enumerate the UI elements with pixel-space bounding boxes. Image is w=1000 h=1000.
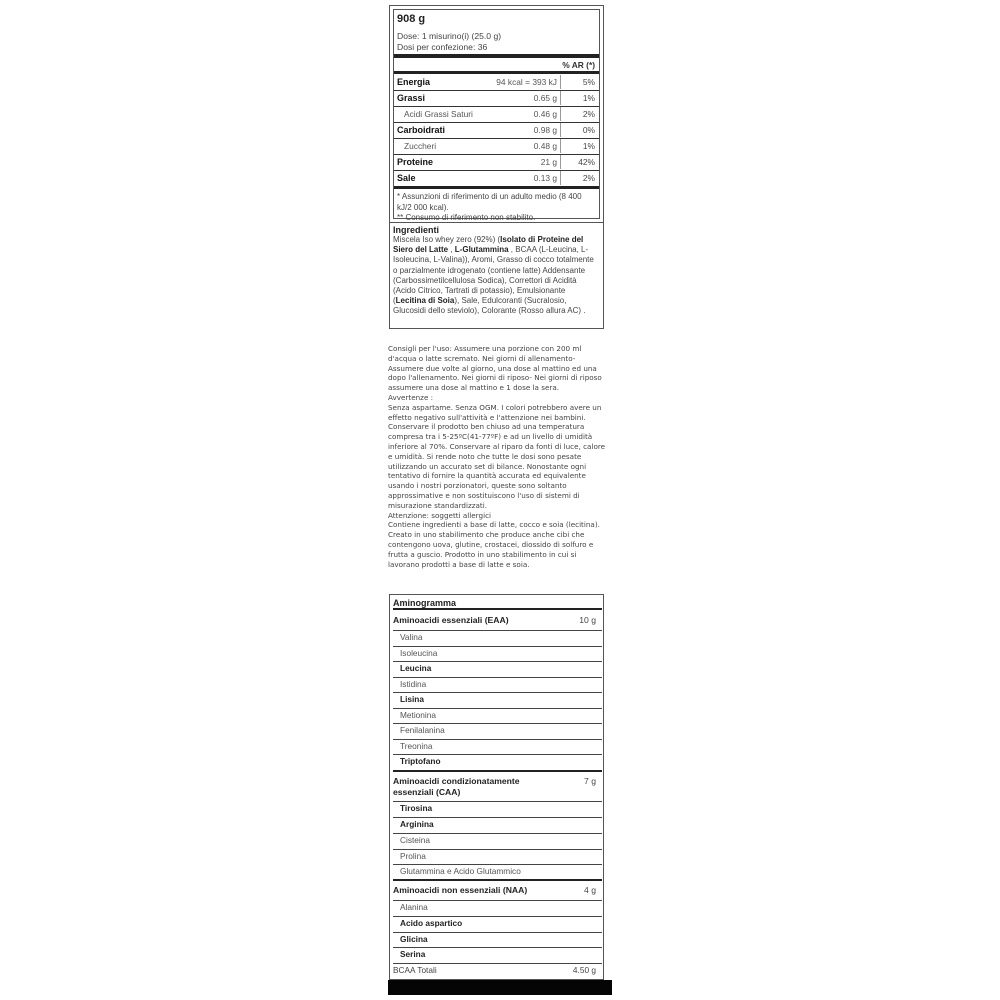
ar-header: % AR (*) (562, 60, 595, 70)
amino-item: Acido aspartico (400, 918, 463, 928)
amino-group-value: 4 g (584, 885, 596, 895)
bcaa-total-row (393, 963, 602, 977)
nutrient-percent: 42% (578, 157, 595, 167)
nutrient-percent: 5% (582, 77, 595, 87)
ingredients-text (393, 235, 600, 317)
nutrient-label: Energia (397, 77, 431, 87)
amino-group-naa (393, 885, 602, 896)
amino-group-caa (393, 776, 553, 798)
nutrient-amount: 21 g (540, 157, 557, 167)
amino-item: Valina (400, 632, 423, 642)
column-separator (560, 91, 561, 105)
nutrition-row (394, 90, 599, 106)
reference-consumption-footnote: ** Consumo di riferimento non stabilito. (397, 213, 536, 222)
nutrient-percent: 0% (582, 125, 595, 135)
nutrient-label: Carboidrati (397, 125, 446, 135)
nutrient-amount: 0.48 g (533, 141, 557, 151)
nutrient-label: Sale (397, 173, 416, 183)
nutrition-inner-frame (393, 9, 600, 222)
allergen-soy-lecithin: Lecitina di Soia (395, 296, 455, 306)
nutrient-amount: 0.13 g (533, 173, 557, 183)
amino-group-eaa (393, 615, 602, 626)
nutrient-percent: 1% (582, 141, 595, 151)
column-separator (560, 123, 561, 137)
nutrition-facts-panel (389, 5, 604, 223)
amino-item: Isoleucina (400, 648, 438, 658)
amino-group-label: Aminoacidi non essenziali (NAA) (393, 885, 528, 895)
nutrition-row (394, 74, 599, 90)
allergy-heading: Attenzione: soggetti allergici (388, 510, 492, 520)
amino-item: Triptofano (400, 756, 441, 766)
amino-group-value: 7 g (584, 776, 596, 786)
amino-group-label: Aminoacidi essenziali (EAA) (393, 615, 509, 625)
amino-item: Serina (400, 949, 426, 959)
divider-thick (393, 770, 602, 772)
ingredient-glutamine: L-Glutammina (454, 245, 509, 255)
aminogram-panel (389, 594, 604, 980)
amino-item: Lisina (400, 694, 424, 704)
serving-dose: Dose: 1 misurino(i) (25.0 g) (397, 31, 502, 41)
nutrition-row (394, 106, 599, 122)
ingredients-segment: , (448, 245, 455, 255)
nutrient-label: Acidi Grassi Saturi (404, 109, 473, 119)
nutrient-label: Grassi (397, 93, 426, 103)
nutrient-percent: 1% (582, 93, 595, 103)
nutrition-row (394, 122, 599, 138)
aminogram-title: Aminogramma (393, 598, 457, 608)
ingredients-segment: , BCAA (L-Leucina, L-Isoleucina, L-Valina)), Aromi, Grasso di cocco totalmente o parzialmente idrogenato (contiene latte) Addensante (Carbossimetilcellulosa Sodica), Correttori di Acidità (Acido Citrico, Tartrati di potassio), Emulsionante ( (393, 245, 594, 306)
allergy-text: Contiene ingredienti a base di latte, cocco e soia (lecitina). Creato in uno stabilimento che produce anche cibi che contengono uova, glutine, crostacei, diossido di solfuro e frutta a guscio. Prodotto in uno stabilimento in cui si lavorano prodotti a base di latte e soia. (388, 520, 600, 569)
nutrition-row (394, 154, 599, 170)
nutrition-row (394, 170, 599, 186)
divider-thick (394, 54, 599, 58)
net-weight: 908 g (397, 13, 426, 25)
column-separator (560, 155, 561, 169)
allergen-milk-protein: Isolato di Proteine del Siero del Latte (393, 235, 584, 255)
amino-group-label: Aminoacidi condizionatamente essenziali (CAA) (393, 776, 520, 797)
nutrient-percent: 2% (582, 173, 595, 183)
nutrition-row (394, 138, 599, 154)
usage-advice: Consigli per l'uso: Assumere una porzione con 200 ml d'acqua o latte scremato. Nei giorni di allenamento- Assumere due volte al giorno, una dose al mattino ed una dopo l'allenamento. Nei giorni di riposo- Nei giorni di riposo assumere una dose al mattino e 1 dose la sera. (388, 344, 602, 393)
bcaa-total-value: 4.50 g (572, 965, 596, 975)
amino-item: Fenilalanina (400, 725, 445, 735)
amino-item: Leucina (400, 663, 432, 673)
bottom-black-bar (388, 980, 612, 995)
warnings-heading: Avvertenze : (388, 392, 434, 402)
amino-item: Prolina (400, 851, 426, 861)
amino-item: Alanina (400, 902, 428, 912)
bcaa-total-label: BCAA Totali (393, 965, 437, 975)
nutrient-label: Zuccheri (404, 141, 437, 151)
column-separator (560, 139, 561, 153)
usage-instructions (388, 344, 608, 569)
nutrient-amount: 0.65 g (533, 93, 557, 103)
divider-thick (393, 608, 602, 610)
amino-item: Tirosina (400, 803, 433, 813)
amino-group-value: 10 g (579, 615, 596, 625)
amino-item: Glicina (400, 934, 428, 944)
amino-item: Cisteina (400, 835, 430, 845)
divider-thick (394, 186, 599, 189)
reference-intake-footnote: * Assunzioni di riferimento di un adulto medio (8 400 kJ/2 000 kcal). (397, 192, 582, 212)
nutrient-label: Proteine (397, 157, 434, 167)
ingredients-segment: Miscela Iso whey zero (92%) ( (393, 235, 501, 244)
warnings-text: Senza aspartame. Senza OGM. I colori potrebbero avere un effetto negativo sull'attività e l'attenzione nei bambini. Conservare il prodotto ben chiuso ad una temperatura compresa tra i 5-25ºC(41-77ºF) e ad un livello di umidità inferiore al 70%. Conservare al riparo da fonti di luce, calore e umidità. Si rende noto che tutte le dosi sono pesate utilizzando un accurato set di bilance. Nonostante ogni tentativo di fornire la quantità accurata ed equivalente usando i nostri porzionatori, queste sono soltanto approssimative e non sostituiscono l'uso di sistemi di misurazione standardizzati. (388, 402, 606, 510)
column-separator (560, 107, 561, 121)
nutrient-amount: 0.46 g (533, 109, 557, 119)
amino-item: Metionina (400, 710, 436, 720)
column-separator (560, 75, 561, 89)
nutrient-percent: 2% (582, 109, 595, 119)
divider-thick (393, 879, 602, 881)
doses-per-pack: Dosi per confezione: 36 (397, 42, 488, 52)
amino-item: Glutammina e Acido Glutammico (400, 866, 521, 876)
column-separator (560, 171, 561, 185)
amino-item: Arginina (400, 819, 434, 829)
ingredients-title: Ingredienti (393, 225, 440, 235)
nutrient-amount: 0.98 g (533, 125, 557, 135)
amino-item: Istidina (400, 679, 427, 689)
ingredients-segment: ), Sale, Edulcoranti (Sucralosio, Glucosidi dello steviolo), Colorante (Rosso allura AC) . (393, 296, 586, 316)
nutrient-amount: 94 kcal = 393 kJ (496, 77, 557, 87)
amino-item: Treonina (400, 741, 433, 751)
ingredients-panel (389, 222, 604, 329)
